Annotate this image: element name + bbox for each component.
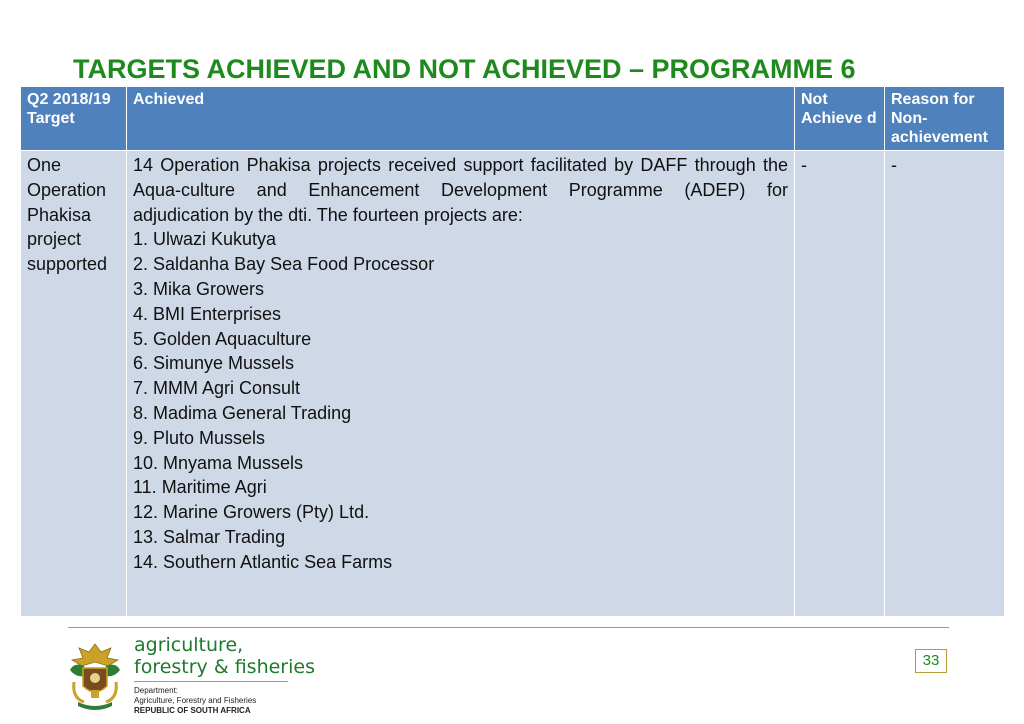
department-name: Agriculture, Forestry and Fisheries — [134, 696, 257, 705]
header-not-achieved: Not Achieve d — [795, 87, 885, 151]
country-name: REPUBLIC OF SOUTH AFRICA — [134, 706, 251, 715]
list-item: 12. Marine Growers (Pty) Ltd. — [133, 502, 370, 523]
list-item: 10. Mnyama Mussels — [133, 452, 304, 473]
list-item: 13. Salmar Trading — [133, 526, 286, 547]
list-item: 2. Saldanha Bay Sea Food Processor — [133, 254, 435, 275]
list-item: 11. Maritime Agri — [133, 477, 267, 498]
logo-line-2: forestry & fisheries — [134, 656, 315, 678]
department-label: Department: — [134, 686, 179, 695]
department-logo — [134, 634, 315, 716]
list-item: 1. Ulwazi Kukutya — [133, 229, 277, 250]
page-number: 33 — [915, 649, 947, 673]
list-item: 6. Simunye Mussels — [133, 353, 295, 374]
achieved-intro: 14 Operation Phakisa projects received support facilitated by DAFF through the Aqua-culture and Enhancement Development Programme (ADEP) for adjudication by the dti. The fourteen projects are: — [133, 155, 788, 225]
coat-of-arms-icon — [66, 640, 124, 712]
page-title: TARGETS ACHIEVED AND NOT ACHIEVED – PROGRAMME 6 — [73, 54, 856, 84]
list-item: 5. Golden Aquaculture — [133, 328, 312, 349]
logo-line-1: agriculture, — [134, 634, 244, 656]
list-item: 7. MMM Agri Consult — [133, 378, 301, 399]
list-item: 4. BMI Enterprises — [133, 303, 282, 324]
header-reason: Reason for Non-achievement — [885, 87, 1005, 151]
table-row — [21, 151, 1005, 617]
list-item: 8. Madima General Trading — [133, 402, 352, 423]
reason-cell: - — [885, 151, 1005, 617]
header-achieved: Achieved — [127, 87, 795, 151]
footer-divider — [68, 627, 949, 628]
logo-divider — [134, 681, 288, 682]
target-cell: One Operation Phakisa project supported — [21, 151, 127, 617]
list-item: 9. Pluto Mussels — [133, 427, 266, 448]
table-header-row — [21, 87, 1005, 151]
not-achieved-cell: - — [795, 151, 885, 617]
list-item: 3. Mika Growers — [133, 278, 265, 299]
achieved-cell — [127, 151, 795, 617]
targets-table — [20, 86, 1005, 617]
header-target: Q2 2018/19 Target — [21, 87, 127, 151]
project-list — [133, 227, 788, 574]
list-item: 14. Southern Atlantic Sea Farms — [133, 551, 393, 572]
